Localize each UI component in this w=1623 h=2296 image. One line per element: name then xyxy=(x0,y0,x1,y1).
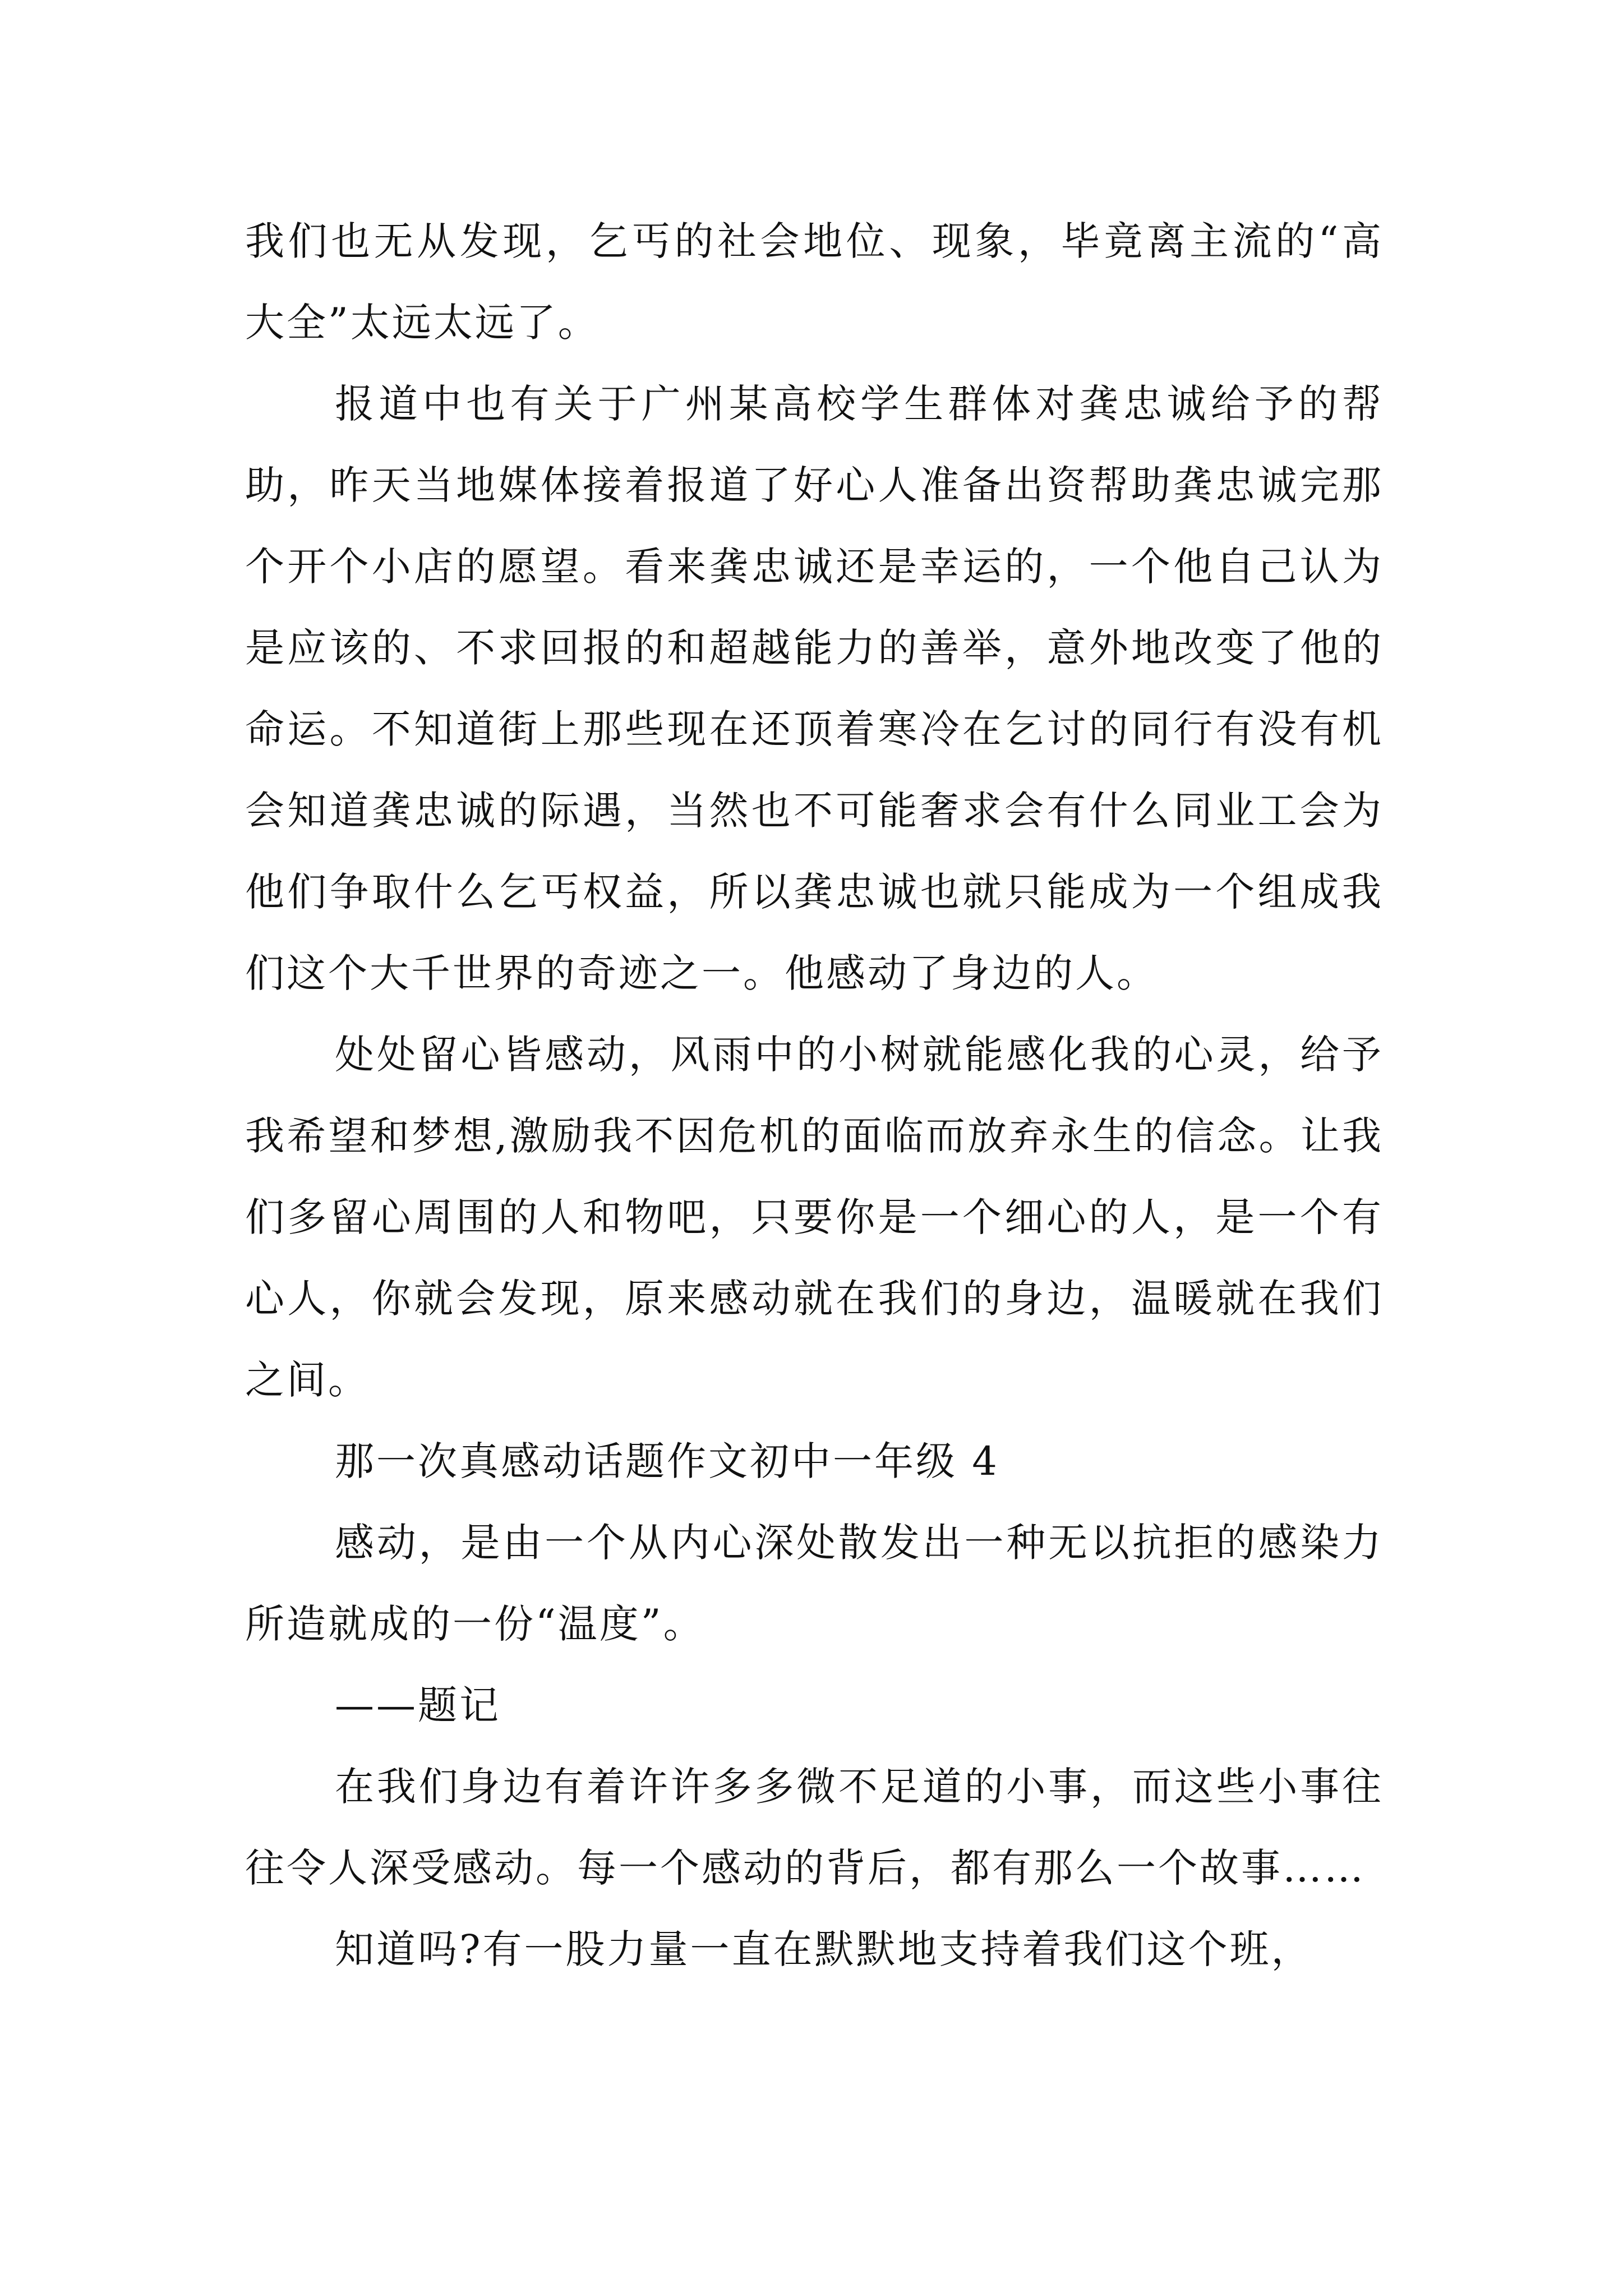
epigraph-attribution: ——题记 xyxy=(335,1682,501,1728)
paragraph-3: 处处留心皆感动，风雨中的小树就能感化我的心灵，给予我希望和梦想,激励我不因危机的面临而放弃永生的信念。让我们多留心周围的人和物吧，只要你是一个细心的人，是一个有心人，你就会发现，原来感动就在我们的身边，温暖就在我们之间。 xyxy=(245,1032,1384,1403)
paragraph-5: 知道吗?有一股力量一直在默默地支持着我们这个班， xyxy=(335,1926,1313,1972)
document-body xyxy=(245,201,1384,1990)
paragraph-1: 我们也无从发现，乞丐的社会地位、现象，毕竟离主流的“高大全”太远太远了。 xyxy=(245,218,1384,346)
paragraph-2: 报道中也有关于广州某高校学生群体对龚忠诚给予的帮助，昨天当地媒体接着报道了好心人准备出资帮助龚忠诚完那个开个小店的愿望。看来龚忠诚还是幸运的，一个他自己认为是应该的、不求回报的和超越能力的善举，意外地改变了他的命运。不知道街上那些现在还顶着寒冷在乞讨的同行有没有机会知道龚忠诚的际遇，当然也不可能奢求会有什么同业工会为他们争取什么乞丐权益，所以龚忠诚也就只能成为一个组成我们这个大千世界的奇迹之一。他感动了身边的人。 xyxy=(245,381,1384,996)
section-heading: 那一次真感动话题作文初中一年级 4 xyxy=(335,1438,999,1484)
epigraph: 感动，是由一个从内心深处散发出一种无以抗拒的感染力所造就成的一份“温度”。 xyxy=(245,1520,1384,1647)
paragraph-4: 在我们身边有着许许多多微不足道的小事，而这些小事往往令人深受感动。每一个感动的背后，都有那么一个故事…… xyxy=(245,1764,1384,1891)
